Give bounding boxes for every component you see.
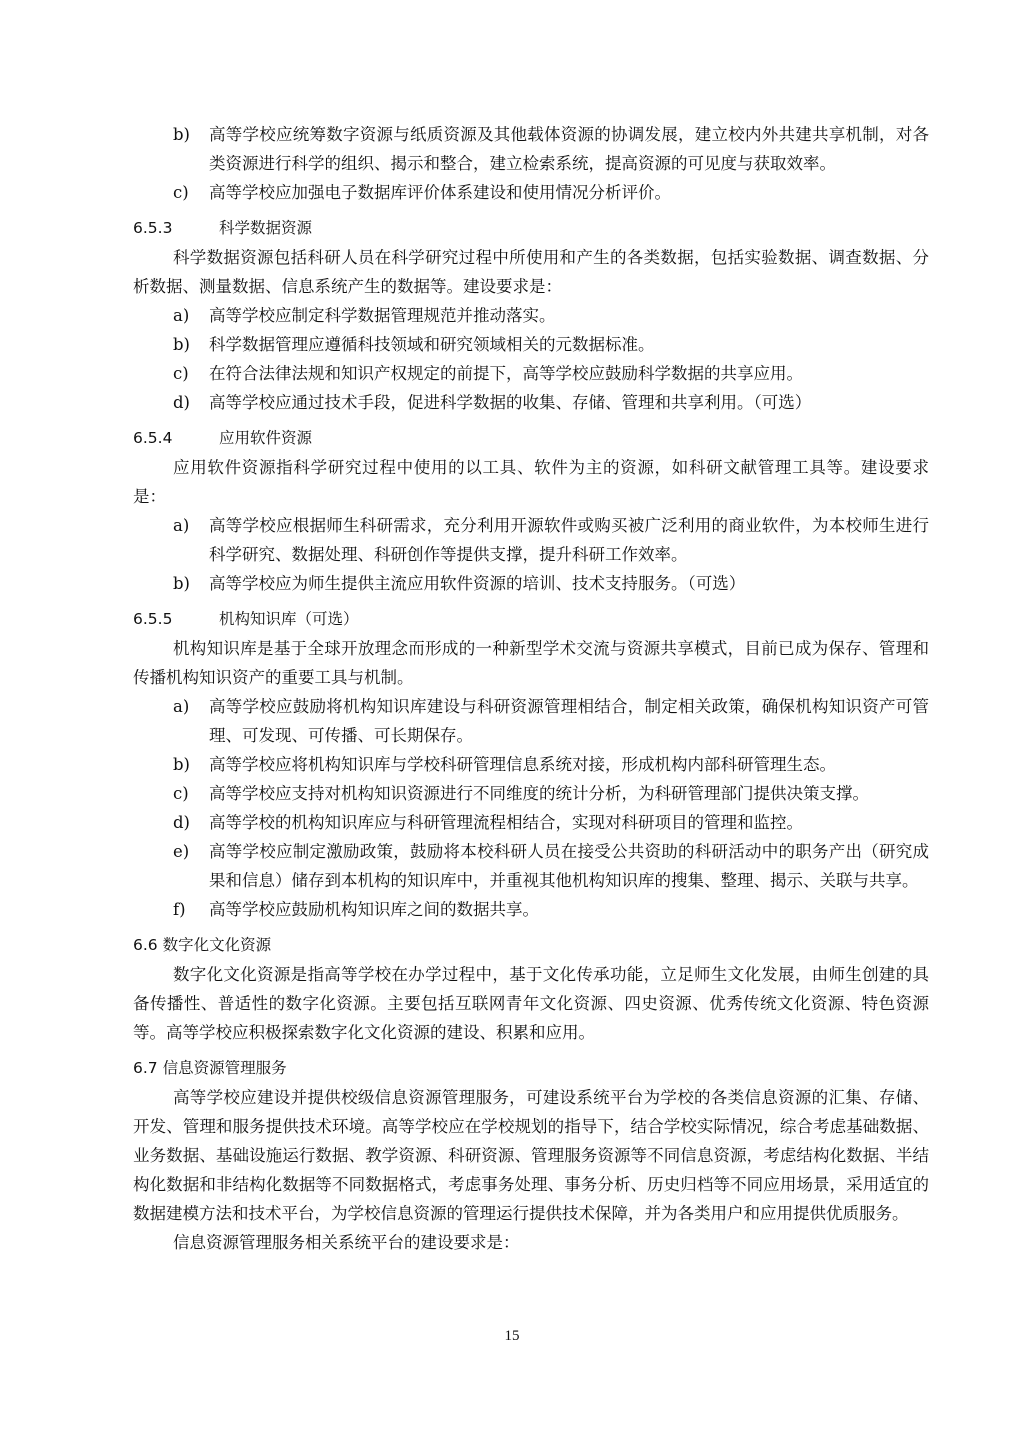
section-intro: 应用软件资源指科学研究过程中使用的以工具、软件为主的资源，如科研文献管理工具等。建设要求是： bbox=[133, 458, 929, 506]
list-item bbox=[133, 750, 929, 779]
item-text: 高等学校应鼓励将机构知识库建设与科研资源管理相结合，制定相关政策，确保机构知识资产可管理、可发现、可传播、可长期保存。 bbox=[209, 697, 929, 745]
item-text: 高等学校应制定激励政策，鼓励将本校科研人员在接受公共资助的科研活动中的职务产出（研究成果和信息）储存到本机构的知识库中，并重视其他机构知识库的搜集、整理、揭示、关联与共享。 bbox=[209, 842, 929, 890]
page-content bbox=[133, 120, 929, 1257]
item-label: c) bbox=[173, 183, 189, 202]
section-title: 应用软件资源 bbox=[219, 429, 313, 447]
list-item bbox=[133, 895, 929, 924]
item-label: f) bbox=[173, 900, 186, 919]
item-text: 高等学校应制定科学数据管理规范并推动落实。 bbox=[209, 306, 556, 325]
section-number: 6.5.5 bbox=[133, 610, 173, 628]
section-paragraph: 数字化文化资源是指高等学校在办学过程中，基于文化传承功能，立足师生文化发展，由师生创建的具备传播性、普适性的数字化资源。主要包括互联网青年文化资源、四史资源、优秀传统文化资源、特色资源等。高等学校应积极探索数字化文化资源的建设、积累和应用。 bbox=[133, 965, 929, 1042]
list-item bbox=[133, 511, 929, 569]
list-item bbox=[133, 779, 929, 808]
item-label: c) bbox=[173, 784, 189, 803]
section-paragraph: 高等学校应建设并提供校级信息资源管理服务，可建设系统平台为学校的各类信息资源的汇集、存储、开发、管理和服务提供技术环境。高等学校应在学校规划的指导下，结合学校实际情况，综合考虑基础数据、业务数据、基础设施运行数据、教学资源、科研资源、管理服务资源等不同信息资源，考虑结构化数据、半结构化数据和非结构化数据等不同数据格式，考虑事务处理、事务分析、历史归档等不同应用场景，采用适宜的数据建模方法和技术平台，为学校信息资源的管理运行提供技术保障，并为各类用户和应用提供优质服务。 bbox=[133, 1088, 929, 1223]
item-label: a) bbox=[173, 306, 190, 325]
item-label: d) bbox=[173, 813, 190, 832]
list-item bbox=[133, 808, 929, 837]
section-number: 6.5.3 bbox=[133, 219, 173, 237]
item-text: 高等学校应统筹数字资源与纸质资源及其他载体资源的协调发展，建立校内外共建共享机制，对各类资源进行科学的组织、揭示和整合，建立检索系统，提高资源的可见度与获取效率。 bbox=[209, 125, 929, 173]
item-label: e) bbox=[173, 842, 190, 861]
item-label: b) bbox=[173, 125, 190, 144]
item-text: 高等学校应加强电子数据库评价体系建设和使用情况分析评价。 bbox=[209, 183, 671, 202]
item-text: 高等学校应将机构知识库与学校科研管理信息系统对接，形成机构内部科研管理生态。 bbox=[209, 755, 836, 774]
item-text: 高等学校应通过技术手段，促进科学数据的收集、存储、管理和共享利用。（可选） bbox=[209, 393, 812, 412]
section-intro: 科学数据资源包括科研人员在科学研究过程中所使用和产生的各类数据，包括实验数据、调查数据、分析数据、测量数据、信息系统产生的数据等。建设要求是： bbox=[133, 248, 929, 296]
section-heading-6-6: 6.6 数字化文化资源 bbox=[133, 936, 272, 954]
item-text: 高等学校应为师生提供主流应用软件资源的培训、技术支持服务。（可选） bbox=[209, 574, 746, 593]
item-text: 在符合法律法规和知识产权规定的前提下，高等学校应鼓励科学数据的共享应用。 bbox=[209, 364, 803, 383]
section-number: 6.5.4 bbox=[133, 429, 173, 447]
section-paragraph: 信息资源管理服务相关系统平台的建设要求是： bbox=[173, 1233, 520, 1252]
list-item bbox=[133, 178, 929, 207]
item-text: 高等学校应根据师生科研需求，充分利用开源软件或购买被广泛利用的商业软件，为本校师生进行科学研究、数据处理、科研创作等提供支撑，提升科研工作效率。 bbox=[209, 516, 929, 564]
section-heading-6-5-3 bbox=[133, 214, 929, 243]
item-label: b) bbox=[173, 335, 190, 354]
list-item bbox=[133, 837, 929, 895]
section-title: 机构知识库（可选） bbox=[219, 610, 359, 628]
list-item bbox=[133, 388, 929, 417]
item-label: b) bbox=[173, 574, 190, 593]
item-label: a) bbox=[173, 516, 190, 535]
section-intro: 机构知识库是基于全球开放理念而形成的一种新型学术交流与资源共享模式，目前已成为保存、管理和传播机构知识资产的重要工具与机制。 bbox=[133, 639, 929, 687]
item-label: a) bbox=[173, 697, 190, 716]
section-heading-6-5-5 bbox=[133, 605, 929, 634]
list-item bbox=[133, 692, 929, 750]
list-item bbox=[133, 359, 929, 388]
list-item bbox=[133, 569, 929, 598]
item-text: 科学数据管理应遵循科技领域和研究领域相关的元数据标准。 bbox=[209, 335, 655, 354]
item-text: 高等学校应支持对机构知识资源进行不同维度的统计分析，为科研管理部门提供决策支撑。 bbox=[209, 784, 869, 803]
item-label: d) bbox=[173, 393, 190, 412]
item-text: 高等学校的机构知识库应与科研管理流程相结合，实现对科研项目的管理和监控。 bbox=[209, 813, 803, 832]
section-heading-6-5-4 bbox=[133, 424, 929, 453]
section-heading-6-7: 6.7 信息资源管理服务 bbox=[133, 1059, 287, 1077]
list-item bbox=[133, 330, 929, 359]
list-item bbox=[133, 120, 929, 178]
item-label: b) bbox=[173, 755, 190, 774]
section-title: 科学数据资源 bbox=[219, 219, 313, 237]
list-item bbox=[133, 301, 929, 330]
page-number: 15 bbox=[504, 1328, 520, 1344]
item-text: 高等学校应鼓励机构知识库之间的数据共享。 bbox=[209, 900, 539, 919]
item-label: c) bbox=[173, 364, 189, 383]
